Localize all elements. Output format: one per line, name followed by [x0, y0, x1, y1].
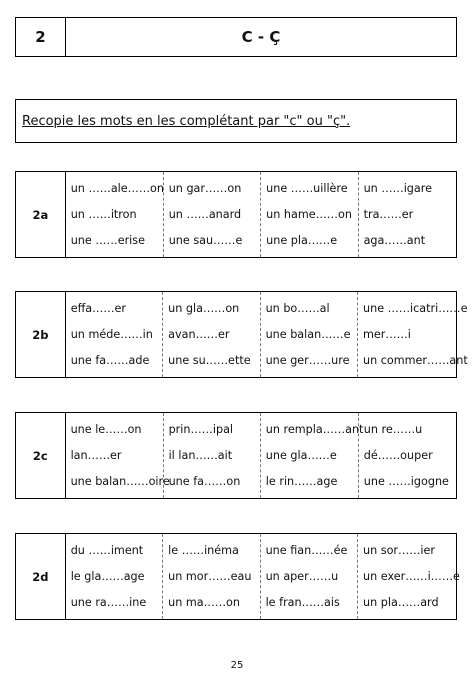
page-number: 25: [230, 660, 244, 671]
exercise-title: C - Ç: [241, 28, 281, 46]
word-column: [66, 534, 163, 619]
word-item: le rin……age: [265, 475, 338, 489]
word-item: une balan……oire: [70, 475, 170, 489]
instruction-box: [15, 99, 457, 143]
word-column: [261, 292, 358, 377]
word-item: une fa……on: [168, 475, 241, 489]
word-item: prin……ipal: [168, 422, 234, 436]
exercise-box-2c: [15, 412, 457, 499]
word-column: [163, 292, 260, 377]
word-column: [163, 534, 260, 619]
exercise-box-2b: [15, 291, 468, 378]
word-item: un exer……i……e: [363, 569, 460, 583]
word-item: il lan……ait: [168, 448, 233, 462]
exercise-box-2d: [15, 533, 460, 620]
exercise-box-2a: [15, 171, 457, 258]
word-item: un hame……on: [266, 207, 352, 221]
word-item: le gla……age: [70, 569, 145, 583]
exercise-number: 2: [16, 18, 66, 56]
word-item: le fran……ais: [265, 596, 340, 610]
exercise-header: [15, 17, 457, 57]
word-item: tra……er: [363, 207, 414, 221]
word-column: [261, 534, 358, 619]
word-item: une ……uillère: [266, 181, 348, 195]
word-item: un ……itron: [70, 207, 137, 221]
word-item: dé……ouper: [363, 448, 433, 462]
word-item: du ……iment: [70, 543, 144, 557]
word-item: une ger……ure: [265, 354, 350, 368]
word-item: lan……er: [70, 448, 122, 462]
word-item: mer……i: [363, 327, 411, 341]
word-column: [358, 292, 468, 377]
word-item: un ……anard: [168, 207, 242, 221]
word-column: [164, 413, 261, 498]
word-item: le ……inéma: [168, 543, 239, 557]
word-item: un aper……u: [265, 569, 339, 583]
exercise-label: 2d: [16, 534, 66, 619]
word-item: une pla……e: [266, 234, 338, 248]
word-item: une ra……ine: [70, 596, 147, 610]
word-column: [66, 413, 170, 498]
word-item: un pla……ard: [363, 596, 439, 610]
word-item: une le……on: [70, 422, 142, 436]
word-item: un ……igare: [363, 181, 432, 195]
word-column: [66, 172, 164, 257]
word-item: une su……ette: [168, 354, 251, 368]
word-column: [261, 172, 358, 257]
exercise-label: 2b: [16, 292, 66, 377]
word-item: une ……erise: [70, 234, 146, 248]
word-item: une gla……e: [265, 448, 337, 462]
word-item: un re……u: [363, 422, 423, 436]
word-item: un ma……on: [168, 596, 240, 610]
exercise-label: 2c: [16, 413, 66, 498]
word-column: [358, 534, 460, 619]
exercise-label: 2a: [16, 172, 66, 257]
word-item: un méde……in: [70, 327, 153, 341]
word-item: un sor……ier: [363, 543, 435, 557]
word-item: une ……igogne: [363, 475, 449, 489]
word-item: un gla……on: [168, 301, 240, 315]
word-column: [261, 413, 364, 498]
word-item: une balan……e: [265, 327, 351, 341]
word-column: [359, 172, 456, 257]
word-item: un mor……eau: [168, 569, 252, 583]
word-item: un gar……on: [168, 181, 242, 195]
word-item: un bo……al: [265, 301, 330, 315]
word-item: une sau……e: [168, 234, 243, 248]
word-column: [164, 172, 261, 257]
word-item: aga……ant: [363, 234, 426, 248]
word-column: [66, 292, 163, 377]
word-item: un rempla……ant: [265, 422, 364, 436]
word-item: un ……ale……on: [70, 181, 164, 195]
word-item: une fa……ade: [70, 354, 150, 368]
word-item: effa……er: [70, 301, 127, 315]
word-column: [359, 413, 456, 498]
word-item: un commer……ant: [363, 354, 468, 368]
instruction-text: Recopie les mots en les complétant par "c" ou "ç".: [22, 113, 351, 129]
word-item: une ……icatri……e: [363, 301, 468, 315]
word-item: avan……er: [168, 327, 230, 341]
word-item: une fian……ée: [265, 543, 348, 557]
